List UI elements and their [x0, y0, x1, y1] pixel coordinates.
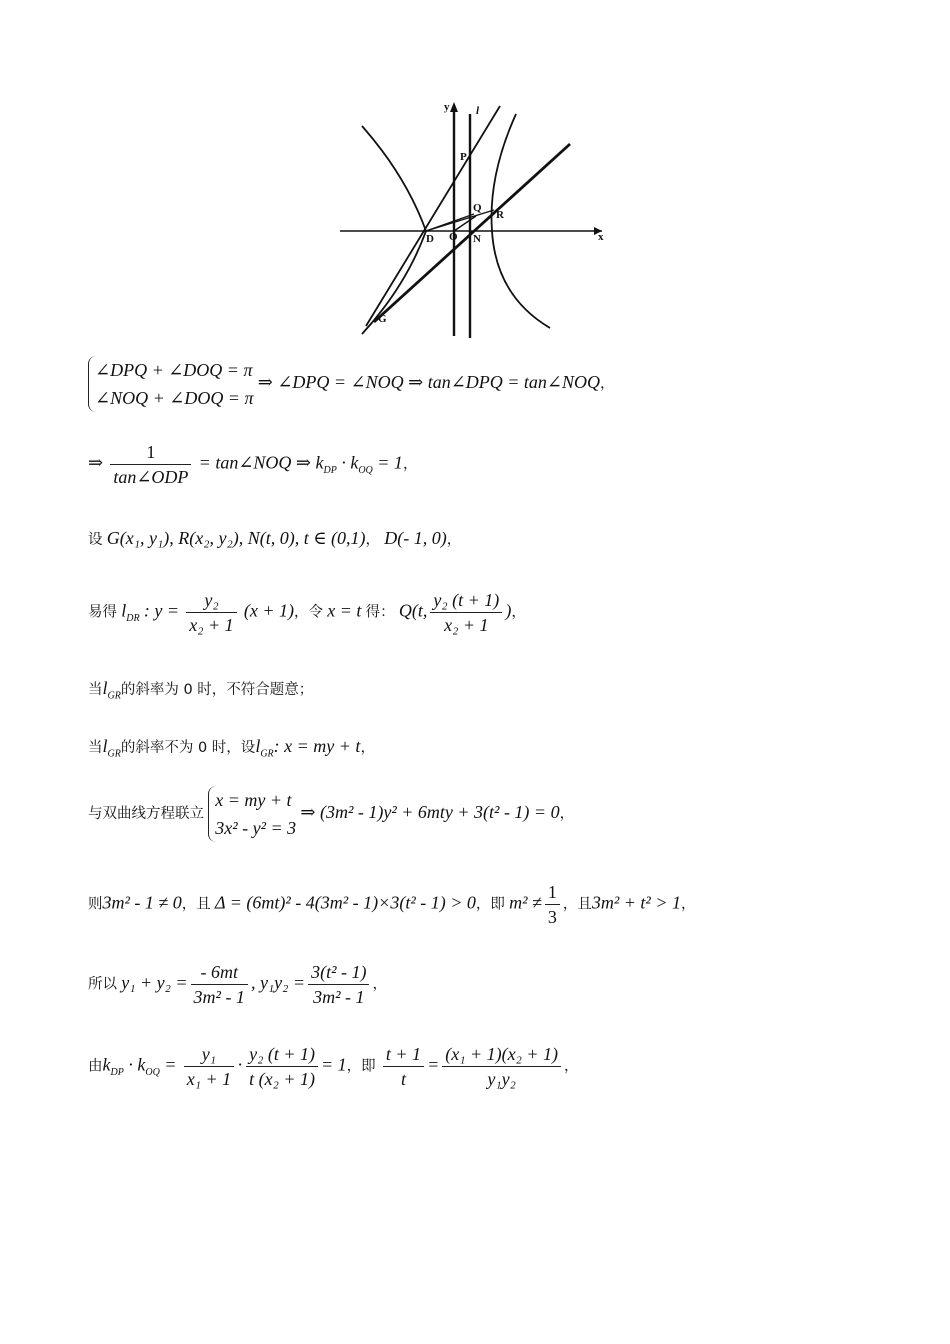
frac-den: x₁ + 1	[186, 1069, 232, 1089]
frac-num: y₂ (t + 1)	[246, 1042, 318, 1067]
text-from: 由	[88, 1058, 103, 1075]
equals-one: = 1	[321, 1054, 347, 1075]
label-y: y	[444, 101, 450, 113]
discriminant: Δ = (6mt)² - 4(3m² - 1)×3(t² - 1) > 0	[215, 892, 476, 913]
system-eq-1: x = my + t	[215, 790, 292, 810]
subscript-dp: DP	[323, 464, 337, 476]
line-5	[88, 678, 313, 701]
frac-den: y₁y₂	[487, 1069, 516, 1089]
system-eq-2: ∠NOQ + ∠DOQ = π	[95, 388, 254, 408]
punct: ，	[563, 1058, 579, 1075]
fraction-product	[308, 960, 369, 1009]
x-plus-1: (x + 1)	[243, 600, 295, 621]
label-D: D	[426, 233, 434, 245]
text-slope-nonzero: 的斜率不为 0 时，设	[120, 740, 256, 756]
point-d: D(- 1, 0)	[384, 528, 447, 548]
frac-den: tan∠ODP	[113, 467, 189, 487]
label-N: N	[473, 233, 481, 245]
system-eq-1: ∠DPQ + ∠DOQ = π	[95, 360, 253, 380]
text-easy: 易得	[88, 604, 117, 621]
line-l: l	[121, 600, 127, 621]
text-ie: ，即	[475, 896, 505, 913]
coeff-nonzero: 3m² - 1 ≠ 0	[102, 892, 182, 913]
line-l: l	[102, 678, 108, 698]
angle-conclusion: ⇒ ∠DPQ = ∠NOQ ⇒ tan∠DPQ = tan∠NOQ	[257, 371, 601, 392]
fraction-koq	[246, 1042, 318, 1091]
fraction-kdp	[184, 1042, 234, 1091]
punct: ，	[600, 375, 615, 392]
frac-num: - 6mt	[191, 960, 248, 985]
subscript-dp: DP	[110, 1066, 124, 1078]
condition-ineq: 3m² + t² > 1	[591, 892, 681, 913]
fraction-q	[430, 588, 502, 637]
text-ie: ，即	[346, 1058, 376, 1075]
quadratic-equation: ⇒ (3m² - 1)y² + 6mty + 3(t² - 1) = 0	[300, 801, 560, 822]
text-obtain: 得：	[365, 604, 395, 621]
tan-relation: = tan∠NOQ ⇒ k	[198, 452, 324, 473]
punct: ，	[446, 532, 462, 548]
label-l: l	[476, 105, 480, 117]
line-1	[88, 356, 615, 412]
subscript-gr: GR	[260, 748, 274, 760]
line-2	[88, 440, 417, 489]
equation-system	[208, 786, 296, 842]
sum-roots: y₁ + y₂ =	[121, 972, 188, 993]
subscript-dr: DR	[126, 612, 140, 624]
text-combine: 与双曲线方程联立	[88, 805, 204, 822]
point-q-end: )	[505, 600, 512, 621]
dot-k: · k	[336, 452, 359, 473]
text-slope-zero: 的斜率为 0 时，不符合题意；	[120, 682, 314, 698]
line-l: l	[102, 736, 108, 756]
fraction-roots	[442, 1042, 561, 1091]
frac-den: 3m² - 1	[313, 987, 365, 1007]
fraction-tan-odp	[110, 440, 191, 489]
frac-num: 1	[110, 440, 191, 465]
fraction-slope	[186, 588, 236, 637]
equals-one: = 1	[372, 452, 403, 473]
text-when: 当	[88, 682, 103, 698]
label-P: P	[460, 151, 467, 163]
frac-den: 3	[547, 907, 557, 927]
line-3	[88, 528, 461, 549]
line-7	[88, 786, 574, 842]
label-Q: Q	[473, 202, 482, 214]
label-R: R	[496, 209, 504, 221]
text-and: ，且	[562, 896, 592, 913]
line-l: l	[255, 736, 261, 756]
line-gr-equation: : x = my + t	[273, 736, 361, 756]
system-eq-2: 3x² - y² = 3	[215, 818, 297, 838]
dot-k: · k	[123, 1054, 146, 1075]
text-then: 则	[88, 896, 103, 913]
punct: ，	[360, 740, 375, 756]
frac-num: (x₁ + 1)(x₂ + 1)	[442, 1042, 561, 1067]
line-6	[88, 736, 375, 759]
product-roots: , y₁y₂ =	[250, 972, 306, 993]
line-GP	[366, 106, 500, 326]
implies: ⇒	[88, 452, 104, 473]
hyperbola-right-branch	[492, 114, 551, 328]
frac-num: y₁	[184, 1042, 234, 1067]
line-GR	[374, 144, 570, 322]
line-8	[88, 880, 695, 929]
frac-den: t (x₂ + 1)	[249, 1069, 315, 1089]
frac-den: x₂ + 1	[444, 615, 489, 635]
hyperbola-figure	[336, 96, 616, 344]
fraction-t	[383, 1042, 424, 1091]
x-equals-t: x = t	[327, 600, 362, 621]
punct: ，	[680, 896, 696, 913]
frac-num: y₂ (t + 1)	[430, 588, 502, 613]
line-10	[88, 1042, 578, 1091]
punct: ，	[365, 532, 381, 548]
text-let-x: ，令	[294, 604, 324, 621]
label-x: x	[598, 231, 604, 243]
label-O: O	[449, 231, 458, 243]
frac-num: t + 1	[383, 1042, 424, 1067]
text-let: 设	[88, 532, 103, 548]
frac-num: 1	[545, 880, 560, 905]
subscript-oq: OQ	[358, 464, 373, 476]
text-and: ，且	[181, 896, 211, 913]
frac-den: t	[400, 1069, 406, 1089]
frac-den: x₂ + 1	[189, 615, 234, 635]
equals: =	[159, 1054, 177, 1075]
punct: ，	[372, 976, 387, 993]
line-4	[88, 588, 526, 637]
points-definition: G(x₁, y₁), R(x₂, y₂), N(t, 0), t ∈ (0,1)	[106, 528, 366, 548]
frac-num: y₂	[186, 588, 236, 613]
punct: ，	[511, 604, 526, 621]
subscript-oq: OQ	[145, 1066, 160, 1078]
angle-system	[88, 356, 253, 412]
punct: ，	[559, 805, 575, 822]
fraction-one-third	[545, 880, 560, 929]
frac-den: 3m² - 1	[193, 987, 245, 1007]
punct: ，	[402, 456, 418, 473]
fraction-sum	[191, 960, 248, 1009]
m-squared-neq: m² ≠	[509, 892, 542, 913]
line-9	[88, 960, 387, 1009]
frac-num: 3(t² - 1)	[308, 960, 369, 985]
text-when: 当	[88, 740, 103, 756]
eq-y: : y =	[143, 600, 179, 621]
dot: ·	[237, 1054, 244, 1075]
label-G: G	[378, 313, 387, 325]
equals: =	[427, 1054, 440, 1075]
y-axis-arrow	[450, 102, 458, 112]
point-q-start: Q(t,	[398, 600, 428, 621]
subscript-gr: GR	[107, 748, 121, 760]
subscript-gr: GR	[107, 690, 121, 702]
k: k	[102, 1054, 111, 1075]
text-so: 所以	[88, 976, 117, 993]
